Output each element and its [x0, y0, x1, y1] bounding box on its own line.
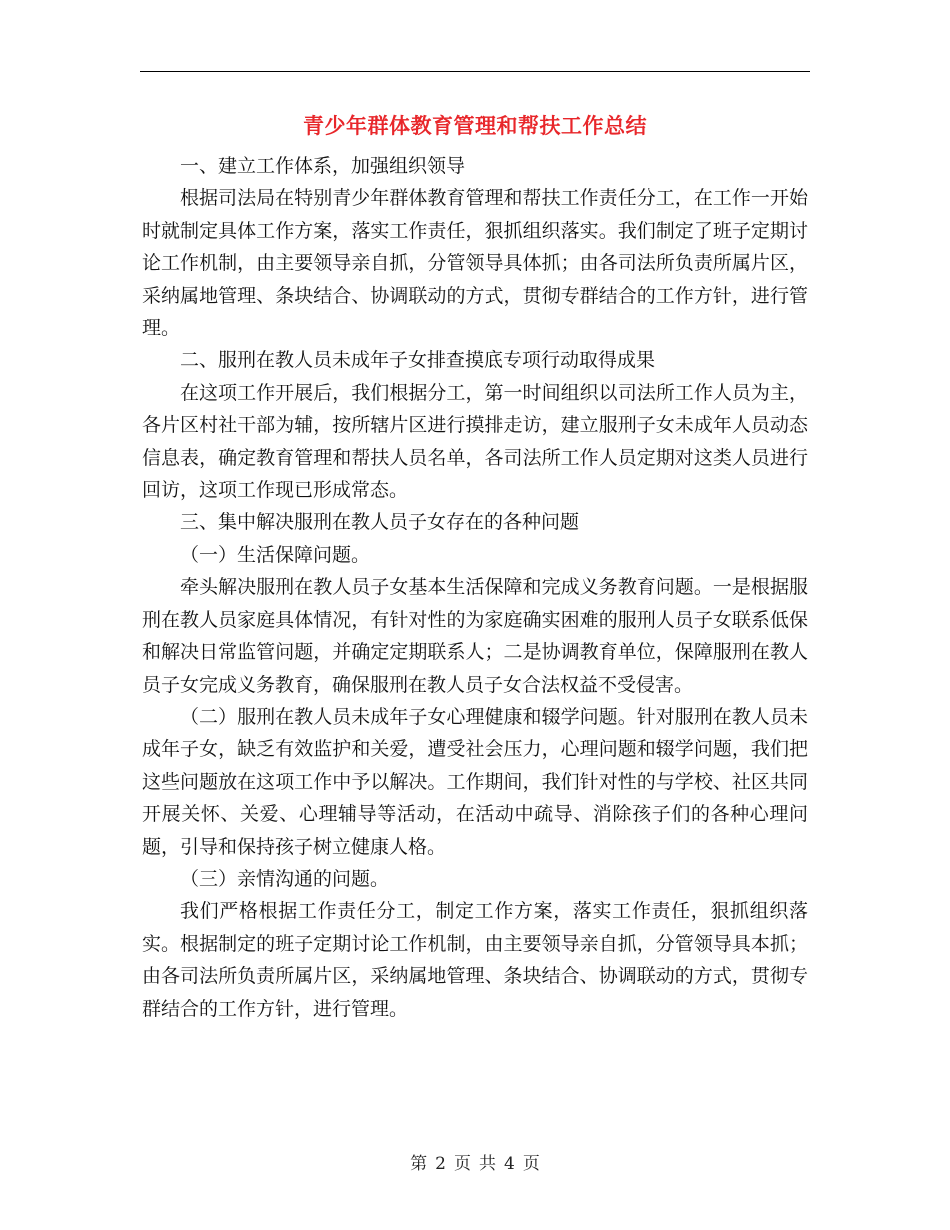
footer-prefix: 第 — [410, 1154, 428, 1174]
document-body — [142, 150, 808, 1025]
body-paragraph-2: 在这项工作开展后，我们根据分工，第一时间组织以司法所工作人员为主，各片区村社干部为辅，按所辖片区进行摸排走访，建立服刑子女未成年人员动态信息表，确定教育管理和帮扶人员名单，各司法所工作人员定期对这类人员进行回访，这项工作现已形成常态。 — [142, 381, 808, 502]
body-paragraph-1: 根据司法局在特别青少年群体教育管理和帮扶工作责任分工，在工作一开始时就制定具体工作方案，落实工作责任，狠抓组织落实。我们制定了班子定期讨论工作机制，由主要领导亲自抓，分管领导具体抓；由各司法所负责所属片区，采纳属地管理、条块结合、协调联动的方式，贯彻专群结合的工作方针，进行管理。 — [142, 187, 808, 340]
footer-total-unit: 页 — [522, 1154, 540, 1174]
subsection-heading-1: （一）生活保障问题。 — [180, 543, 371, 566]
section-heading-2: 二、服刑在教人员未成年子女排查摸底专项行动取得成果 — [180, 349, 656, 372]
footer-page-number: 2 — [435, 1154, 446, 1174]
body-paragraph-4: （二）服刑在教人员未成年子女心理健康和辍学问题。针对服刑在教人员未成年子女，缺乏有效监护和关爱，遭受社会压力，心理问题和辍学问题，我们把这些问题放在这项工作中予以解决。工作期间，我们针对性的与学校、社区共同开展关怀、关爱、心理辅导等活动，在活动中疏导、消除孩子们的各种心理问题，引导和保持孩子树立健康人格。 — [142, 705, 808, 858]
body-paragraph-5: 我们严格根据工作责任分工，制定工作方案，落实工作责任，狠抓组织落实。根据制定的班子定期讨论工作机制，由主要领导亲自抓，分管领导具本抓；由各司法所负责所属片区，采纳属地管理、条块结合、协调联动的方式，贯彻专群结合的工作方针，进行管理。 — [142, 900, 808, 1020]
section-heading-3: 三、集中解决服刑在教人员子女存在的各种问题 — [180, 511, 580, 534]
page-footer — [0, 1152, 950, 1176]
footer-total-pages: 4 — [504, 1154, 515, 1174]
subsection-heading-3: （三）亲情沟通的问题。 — [180, 867, 390, 890]
header-rule — [140, 71, 810, 72]
footer-total-prefix: 共 — [479, 1154, 496, 1174]
body-paragraph-3: 牵头解决服刑在教人员子女基本生活保障和完成义务教育问题。一是根据服刑在教人员家庭具体情况，有针对性的为家庭确实困难的服刑人员子女联系低保和解决日常监管问题，并确定定期联系人；二是协调教育单位，保障服刑在教人员子女完成义务教育，确保服刑在教人员子女合法权益不受侵害。 — [142, 576, 808, 696]
section-heading-1: 一、建立工作体系，加强组织领导 — [180, 155, 466, 177]
footer-page-unit: 页 — [454, 1154, 471, 1174]
document-title: 青少年群体教育管理和帮扶工作总结 — [303, 113, 647, 138]
